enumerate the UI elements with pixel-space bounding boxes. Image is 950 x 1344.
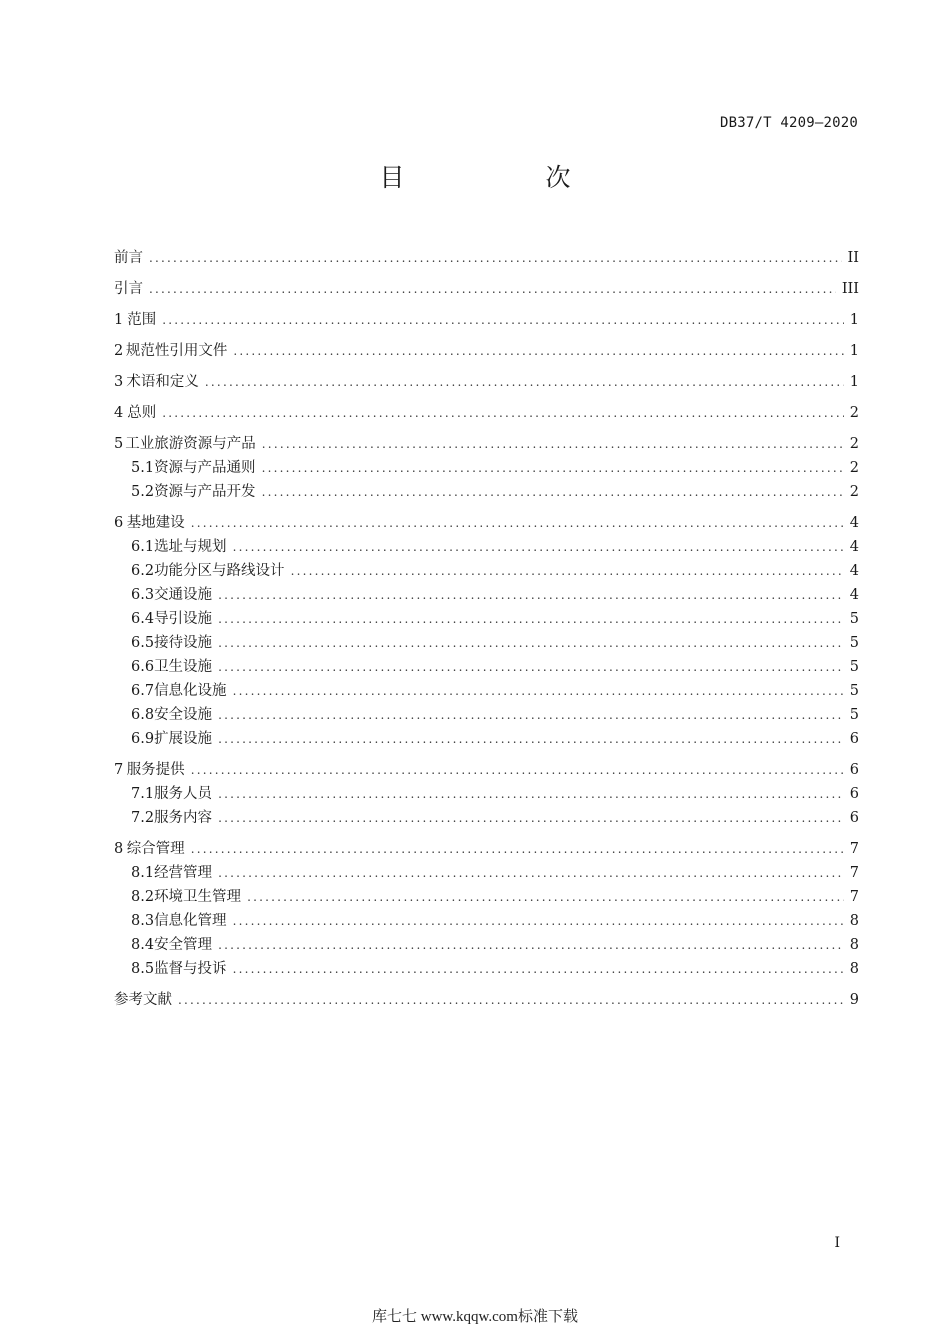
toc-entry-page: 5 xyxy=(849,611,859,627)
toc-entry[interactable] xyxy=(114,655,859,679)
toc-entry-page: III xyxy=(841,281,859,297)
toc-entry-number: 7.1 xyxy=(131,786,155,802)
toc-entry-page: 5 xyxy=(849,659,859,675)
toc-entry[interactable] xyxy=(114,370,859,394)
toc-entry-label: 交通设施 xyxy=(154,587,213,603)
toc-entry[interactable] xyxy=(114,511,859,535)
toc-dot-leader xyxy=(218,782,844,806)
toc-dot-leader xyxy=(218,727,844,751)
toc-entry-number: 6.5 xyxy=(131,635,155,651)
toc-entry-label: 前言 xyxy=(114,250,143,266)
toc-entry[interactable] xyxy=(114,308,859,332)
toc-entry-number: 5.2 xyxy=(131,484,155,500)
toc-entry[interactable] xyxy=(114,957,859,981)
toc-entry[interactable] xyxy=(114,432,859,456)
toc-entry-page: 2 xyxy=(849,436,859,452)
toc-entry[interactable] xyxy=(114,988,859,1012)
table-of-contents xyxy=(114,246,859,1012)
document-code: DB37/T 4209—2020 xyxy=(719,115,858,131)
toc-entry-page: 4 xyxy=(849,563,859,579)
toc-entry-page: 8 xyxy=(849,913,859,929)
toc-entry-page: II xyxy=(847,250,859,266)
toc-entry-page: 4 xyxy=(849,515,859,531)
toc-entry-number: 3 xyxy=(114,374,124,390)
toc-entry[interactable] xyxy=(114,339,859,363)
toc-entry[interactable] xyxy=(114,885,859,909)
page-number: I xyxy=(834,1235,840,1251)
toc-dot-leader xyxy=(218,703,844,727)
toc-entry[interactable] xyxy=(114,456,859,480)
toc-entry-page: 5 xyxy=(849,683,859,699)
toc-entry-page: 6 xyxy=(849,731,859,747)
toc-entry[interactable] xyxy=(114,277,859,301)
toc-entry-number: 8.4 xyxy=(131,937,155,953)
toc-dot-leader xyxy=(218,631,844,655)
toc-dot-leader xyxy=(205,370,844,394)
toc-entry-number: 6.9 xyxy=(131,731,155,747)
toc-entry-label: 引言 xyxy=(114,281,143,297)
toc-entry[interactable] xyxy=(114,837,859,861)
toc-entry[interactable] xyxy=(114,703,859,727)
toc-entry-label: 参考文献 xyxy=(114,992,172,1008)
toc-entry-page: 4 xyxy=(849,539,859,555)
toc-entry-page: 5 xyxy=(849,635,859,651)
toc-entry-label: 卫生设施 xyxy=(154,659,213,675)
toc-entry-label: 总则 xyxy=(127,405,157,421)
toc-entry-label: 信息化管理 xyxy=(154,913,227,929)
toc-dot-leader xyxy=(233,909,844,933)
toc-dot-leader xyxy=(191,511,844,535)
toc-entry-label: 工业旅游资源与产品 xyxy=(125,436,256,452)
toc-dot-leader xyxy=(262,456,844,480)
toc-dot-leader xyxy=(233,339,843,363)
toc-entry-label: 安全设施 xyxy=(154,707,213,723)
toc-entry[interactable] xyxy=(114,758,859,782)
toc-entry-label: 接待设施 xyxy=(154,635,213,651)
toc-entry-number: 6.8 xyxy=(131,707,155,723)
toc-entry[interactable] xyxy=(114,583,859,607)
toc-entry-number: 8.3 xyxy=(131,913,155,929)
toc-entry-label: 服务提供 xyxy=(126,762,185,778)
toc-entry[interactable] xyxy=(114,933,859,957)
toc-entry-label: 规范性引用文件 xyxy=(125,343,228,359)
toc-entry-number: 6 xyxy=(114,515,124,531)
toc-entry-label: 环境卫生管理 xyxy=(154,889,242,905)
toc-entry-page: 1 xyxy=(849,343,859,359)
toc-entry[interactable] xyxy=(114,246,859,270)
toc-dot-leader xyxy=(149,246,842,270)
toc-entry-page: 6 xyxy=(849,762,859,778)
toc-entry-page: 7 xyxy=(849,865,859,881)
toc-dot-leader xyxy=(247,885,844,909)
toc-entry[interactable] xyxy=(114,607,859,631)
toc-entry-page: 6 xyxy=(849,786,859,802)
toc-dot-leader xyxy=(233,535,844,559)
toc-entry-label: 经营管理 xyxy=(154,865,213,881)
toc-entry-page: 1 xyxy=(849,312,859,328)
toc-entry-label: 范围 xyxy=(127,312,157,328)
toc-dot-leader xyxy=(262,432,844,456)
toc-entry-number: 6.3 xyxy=(131,587,155,603)
toc-entry-number: 6.1 xyxy=(131,539,155,555)
toc-entry-label: 功能分区与路线设计 xyxy=(154,563,285,579)
toc-entry-number: 6.2 xyxy=(131,563,155,579)
toc-entry[interactable] xyxy=(114,806,859,830)
toc-entry-number: 6.6 xyxy=(131,659,155,675)
toc-entry-label: 扩展设施 xyxy=(154,731,213,747)
toc-dot-leader xyxy=(218,861,844,885)
toc-entry-page: 7 xyxy=(849,841,859,857)
toc-dot-leader xyxy=(233,957,844,981)
toc-entry-page: 2 xyxy=(849,460,859,476)
toc-entry-page: 8 xyxy=(849,961,859,977)
toc-dot-leader xyxy=(191,758,844,782)
toc-entry-page: 2 xyxy=(849,484,859,500)
toc-entry-page: 9 xyxy=(849,992,859,1008)
toc-entry-number: 8.1 xyxy=(131,865,155,881)
toc-entry[interactable] xyxy=(114,679,859,703)
toc-dot-leader xyxy=(162,401,844,425)
toc-entry[interactable] xyxy=(114,559,859,583)
toc-entry[interactable] xyxy=(114,909,859,933)
toc-entry-number: 8.5 xyxy=(131,961,155,977)
toc-entry-page: 4 xyxy=(849,587,859,603)
toc-entry-label: 监督与投诉 xyxy=(154,961,227,977)
toc-entry-label: 选址与规划 xyxy=(154,539,227,555)
toc-entry-page: 2 xyxy=(849,405,859,421)
toc-entry-page: 1 xyxy=(849,374,859,390)
toc-dot-leader xyxy=(218,583,844,607)
toc-dot-leader xyxy=(218,655,844,679)
toc-dot-leader xyxy=(191,837,844,861)
toc-entry-page: 8 xyxy=(849,937,859,953)
toc-entry-label: 基地建设 xyxy=(126,515,185,531)
toc-entry-number: 8.2 xyxy=(131,889,155,905)
toc-dot-leader xyxy=(218,806,844,830)
toc-dot-leader xyxy=(291,559,844,583)
toc-entry-number: 4 xyxy=(114,405,124,421)
toc-entry-label: 信息化设施 xyxy=(154,683,227,699)
toc-entry-number: 5 xyxy=(114,436,124,452)
toc-entry[interactable] xyxy=(114,401,859,425)
toc-entry-number: 8 xyxy=(114,841,124,857)
toc-dot-leader xyxy=(218,933,844,957)
toc-entry[interactable] xyxy=(114,535,859,559)
toc-entry-number: 6.7 xyxy=(131,683,155,699)
toc-entry-number: 1 xyxy=(114,312,124,328)
toc-entry-label: 服务人员 xyxy=(154,786,213,802)
toc-entry-label: 安全管理 xyxy=(154,937,213,953)
toc-entry-page: 7 xyxy=(849,889,859,905)
toc-entry[interactable] xyxy=(114,861,859,885)
toc-dot-leader xyxy=(162,308,844,332)
toc-entry-label: 导引设施 xyxy=(154,611,213,627)
toc-entry-number: 7 xyxy=(114,762,124,778)
toc-entry-number: 7.2 xyxy=(131,810,155,826)
toc-entry-label: 综合管理 xyxy=(126,841,185,857)
toc-entry-page: 5 xyxy=(849,707,859,723)
toc-entry-label: 资源与产品开发 xyxy=(154,484,256,500)
toc-dot-leader xyxy=(233,679,844,703)
toc-entry-number: 2 xyxy=(114,343,124,359)
toc-entry-page: 6 xyxy=(849,810,859,826)
toc-dot-leader xyxy=(149,277,836,301)
toc-entry[interactable] xyxy=(114,480,859,504)
toc-entry[interactable] xyxy=(114,631,859,655)
toc-dot-leader xyxy=(262,480,844,504)
toc-entry-number: 5.1 xyxy=(131,460,155,476)
toc-entry-number: 6.4 xyxy=(131,611,155,627)
toc-entry-label: 资源与产品通则 xyxy=(154,460,256,476)
toc-entry-label: 服务内容 xyxy=(154,810,213,826)
toc-dot-leader xyxy=(178,988,844,1012)
page-title: 目 次 xyxy=(379,163,629,192)
toc-entry[interactable] xyxy=(114,782,859,806)
toc-dot-leader xyxy=(218,607,844,631)
toc-entry[interactable] xyxy=(114,727,859,751)
toc-entry-label: 术语和定义 xyxy=(126,374,199,390)
footer-watermark-text: 库七七 www.kqqw.com标准下载 xyxy=(372,1309,578,1325)
